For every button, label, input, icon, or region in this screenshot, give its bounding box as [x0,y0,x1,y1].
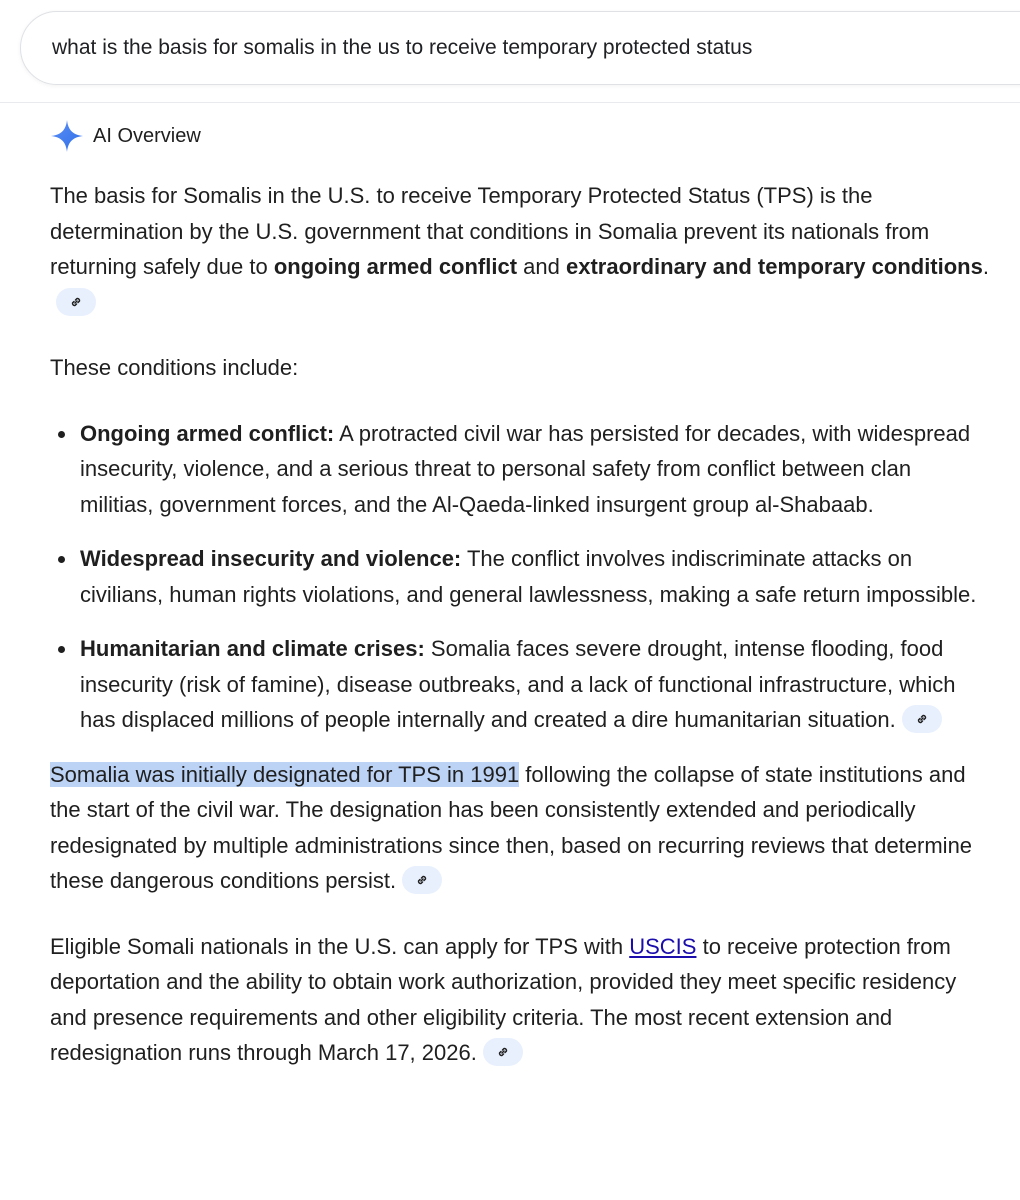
ai-overview-label: AI Overview [93,124,201,147]
link-icon [415,873,429,887]
highlighted-text: Somalia was initially designated for TPS in 1991 [50,761,520,787]
link-icon [915,712,929,726]
link-icon [496,1045,510,1059]
eligibility-paragraph: Eligible Somali nationals in the U.S. can apply for TPS with USCIS to receive protection from deportation and the ability to obtain work authorization, provided they meet specific residency and presence requirements and other eligibility criteria. The most recent extension and redesignation runs through March 17, 2026. [50,933,957,1065]
link-icon [69,295,83,309]
conditions-intro: These conditions include: [50,355,299,380]
uscis-link[interactable]: USCIS [629,933,697,959]
ai-overview-content [50,178,990,1071]
ai-overview-header [50,118,201,154]
list-item: Widespread insecurity and violence: The conflict involves indiscriminate attacks on civilians, human rights violations, and general lawlessness, making a safe return impossible. [80,541,990,612]
source-link-chip[interactable] [483,1038,523,1066]
list-item: Humanitarian and climate crises: Somalia faces severe drought, intense flooding, food insecurity (risk of famine), disease outbreaks, and a lack of functional infrastructure, which has displaced millions of people internally and created a dire humanitarian situation. [80,631,990,738]
divider [0,102,1020,103]
intro-bold-1: ongoing armed conflict [273,254,518,279]
conditions-list [50,416,990,738]
source-link-chip[interactable] [402,866,442,894]
list-item: Ongoing armed conflict: A protracted civil war has persisted for decades, with widespread insecurity, violence, and a serious threat to personal safety from conflict between clan militias, government forces, and the Al-Qaeda-linked insurgent group al-Shabaab. [80,416,990,523]
designation-paragraph: Somalia was initially designated for TPS in 1991 following the collapse of state institutions and the start of the civil war. The designation has been consistently extended and periodically redesignated by multiple administrations since then, based on recurring reviews that determine these dangerous conditions persist. [50,761,973,893]
sparkle-icon [50,119,84,153]
source-link-chip[interactable] [902,705,942,733]
intro-paragraph: The basis for Somalis in the U.S. to receive Temporary Protected Status (TPS) is the determination by the U.S. government that conditions in Somalia prevent its nationals from returning safely due to ongoing armed conflict and extraordinary and temporary conditions. [50,178,990,320]
intro-bold-2: extraordinary and temporary conditions [565,254,983,279]
source-link-chip[interactable] [56,288,96,316]
search-bar[interactable] [20,11,1020,85]
search-input[interactable] [52,12,992,84]
